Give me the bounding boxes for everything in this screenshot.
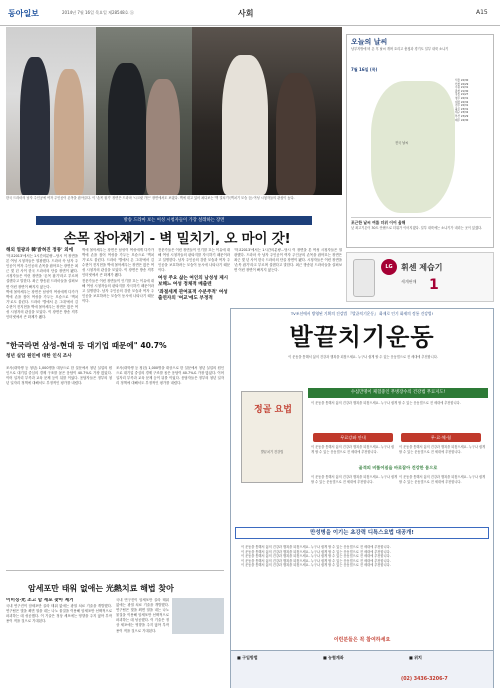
lg-ad-tagline: 휘센 제습기 [401, 263, 443, 272]
article3-col1 [6, 598, 112, 688]
section-title: 사회 [238, 9, 254, 18]
city-row: 수원 21/31 [455, 86, 469, 90]
lg-dehumidifier-ad [346, 252, 494, 302]
article2-title: "한국라면 삼성-현대 등 대기업 때문에" 40.7% [6, 341, 167, 350]
map-label: 전국 날씨 [395, 141, 409, 145]
article2-col1 [6, 366, 112, 466]
ad-foot-mid: ■ 농협계좌 [323, 655, 344, 660]
city-row: 인천 22/29 [455, 82, 469, 86]
article1-col3-subhead-2: '좌절세계 관여표적 수분주적' 여성 출연자의 '여교'에도 부정적 [158, 290, 228, 302]
main-headline: 손목 잡아채기 - 벽 밀치기, 오 마이 갓! [63, 231, 291, 247]
drama-photo-strip [6, 27, 342, 195]
ad-body-3: 이 운동을 통해서 삶의 건강과 행복을 되찾으세요. 누구나 쉽게 할 수 있는 운동법으로 전 세대에 추천합니다. [399, 445, 486, 454]
weather-subtitle: 남부지방에 비 온 후 날씨 개며 흐리고 충청과 경기도 일부 내륙 소나기 [351, 47, 449, 51]
masthead [0, 0, 500, 26]
ad-foot-right: ■ 위치 [409, 655, 422, 660]
article3-subtitle: 이미징·光 조고 암 세포 찾아 제거 [6, 598, 74, 603]
weather-box [346, 34, 494, 248]
ad-phone-number[interactable]: (02) 3436-3206-7 [401, 677, 448, 682]
book-title: 정골 요법 [254, 405, 292, 415]
article2-body: 조사(대학생 등 청년) 1,000명을 대상으로 한 설문에서 청년 실업의 원인으로 대기업 중심의 경제 구조를 꼽은 응답이 40.7%로 가장 많았다. 이어 일자리 부족과 교육 문제 등이 뒤를 이었다. 응답자들은 정부의 청년 일자리 정책에 대해서도 부정적인 평가를 내렸다. [6, 366, 112, 386]
ad-body-4: 이 운동을 통해서 삶의 건강과 행복을 되찾으세요. 누구나 쉽게 할 수 있는 운동법으로 전 세대에 추천합니다. [311, 475, 398, 484]
article2-body-2: 조사(대학생 등 청년) 1,000명을 대상으로 한 설문에서 청년 실업의 원인으로 대기업 중심의 경제 구조를 꼽은 응답이 40.7%로 가장 많았다. 이어 일자리 부족과 교육 문제 등이 뒤를 이었다. 응답자들은 정부의 청년 일자리 정책에 대해서도 부정적인 평가를 내렸다. [116, 366, 224, 386]
ad-body-6: 이 운동을 통해서 삶의 건강과 행복을 되찾으세요. 누구나 쉽게 할 수 있는 운동법으로 전 세대에 추천합니다. 이 운동을 통해서 삶의 건강과 행복을 되찾으세요. 누구나 쉽게 할 수 있는 운동법으로 전 세대에 추천합니다. 이 운동을 통해서 삶의 건강과 행복을 되찾으세요. 누구나 쉽게 할 수 있는 운동법으로 전 세대에 추천합니다. 이 운동을 통해서 삶의 건강과 행복을 되찾으세요. 누구나 쉽게 할 수 있는 운동법으로 전 세대에 추천합니다. 이 운동을 통해서 삶의 건강과 행복을 되찾으세요. 누구나 쉽게 할 수 있는 운동법으로 전 세대에 추천합니다. [241, 545, 391, 568]
ad-body-2: 이 운동을 통해서 삶의 건강과 행복을 되찾으세요. 누구나 쉽게 할 수 있는 운동법으로 전 세대에 추천합니다. [311, 445, 395, 454]
article1-col2-text: 벽에 몰아세우는 장면은 남성이 여성에게 다가가 벽에 손을 짚어 여성을 가두는 모습으로 '벽치기'로도 불린다. 드라마 '별에서 온 그대'에서 김수현이 전지현을 벽에 몰아세우는 장면은 많은 여성 시청자의 관심을 모았다. 이 장면은 방송 직후 인터넷에서 큰 화제가 됐다. [82, 248, 154, 278]
city-row: 서울 22/30 [455, 79, 469, 82]
article1-col4-text: '학교2013'에서는 1시간의분량…당시 이 장면을 본 여성 시청자들은 열광했다. 드라마 속 남자 주인공이 여자 주인공의 손목을 잡아끄는 장면은 최근 몇 년 사이 한국 드라마의 단골 장면이 됐다. 시청자들은 이런 장면을 '손목 잡기'라고 부르며 설렌다고 말한다. 최근 방송된 드라마들을 살펴보면 이런 장면이 빠지지 않는다. [234, 248, 342, 273]
article2-col2 [116, 366, 224, 466]
article1-col2 [82, 248, 154, 340]
article3-title: 암세포만 태워 없애는 光熱치료 해법 찾아 [28, 584, 174, 593]
ad-header [231, 309, 493, 351]
health-ad [230, 308, 494, 688]
article3-body: 국내 연구진이 암세포만 골라 태워 없애는 광열 치료 기술을 개발했다. 연구팀은 빛을 쬐면 열을 내는 나노 물질을 이용해 암세포만 선택적으로 파괴하는 데 성공했다. 이 기술은 정상 세포에는 영향을 주지 않아 부작용이 적을 것으로 기대된다. [6, 604, 112, 624]
ad-footer [231, 650, 493, 688]
ad-body-5: 이 운동을 통해서 삶의 건강과 행복을 되찾으세요. 누구나 쉽게 할 수 있는 운동법으로 전 세대에 추천합니다. [399, 475, 486, 484]
lg-ad-sub: 세계판매 [401, 279, 417, 284]
newspaper-logo: 동아일보 [8, 9, 39, 18]
lg-logo: LG [381, 259, 397, 275]
divider [6, 570, 224, 571]
article1-col1-text: '학교2013'에서는 1시간의분량…당시 이 장면을 본 여성 시청자들은 열광했다. 드라마 속 남자 주인공이 여자 주인공의 손목을 잡아끄는 장면은 최근 몇 년 사이 한국 드라마의 단골 장면이 됐다. 시청자들은 이런 장면을 '손목 잡기'라고 부르며 설렌다고 말한다. 최근 방송된 드라마들을 살펴보면 이런 장면이 빠지지 않는다. [6, 254, 78, 289]
article3-col2 [116, 598, 224, 688]
article1-col3 [158, 248, 230, 340]
weather-title: 오늘의 날씨 [351, 38, 388, 46]
city-row: 부산 23/29 [455, 114, 469, 118]
issue-date: 2014년 7월 16일 목요일 제28548호 ⓐ [62, 10, 134, 15]
ad-top-line: TV조선에서 방영된 기획의 건강법 『발끝치기운동』 화제로 인기 화제의 정통 건강법! [290, 311, 434, 316]
article3-body-2: 국내 연구진이 암세포만 골라 태워 없애는 광열 치료 기술을 개발했다. 연구팀은 빛을 쬐면 열을 내는 나노 물질을 이용해 암세포만 선택적으로 파괴하는 데 성공했다. 이 기술은 정상 세포에는 영향을 주지 않아 부작용이 적을 것으로 기대된다. [116, 598, 169, 633]
weather-note [351, 217, 491, 245]
city-temperature-list [455, 79, 491, 122]
ad-green-line: 골격의 비뚤어짐을 바로잡아 건강한 몸으로 [358, 465, 438, 470]
dehumidifier-image [353, 259, 375, 297]
ad-green-banner: 수십만명이 체험중인 무병장수의 건강법 무료지도! [308, 388, 488, 398]
ad-intro: 이 운동을 통해서 삶의 건강과 행복을 되찾으세요. 누구나 쉽게 할 수 있는 운동법으로 전 세대에 추천합니다. [288, 355, 438, 359]
book-cover [241, 391, 303, 483]
free-lecture-button[interactable]: 무료강좌 안내 [313, 433, 393, 442]
article1-col1-text-2: 벽에 몰아세우는 장면은 남성이 여성에게 다가가 벽에 손을 짚어 여성을 가두는 모습으로 '벽치기'로도 불린다. 드라마 '별에서 온 그대'에서 김수현이 전지현을 벽에 몰아세우는 장면은 많은 여성 시청자의 관심을 모았다. 이 장면은 방송 직후 인터넷에서 큰 화제가 됐다. [6, 289, 78, 320]
drama-photo-1 [6, 27, 96, 195]
article2 [6, 340, 224, 360]
ad-red-line: 이런분들은 꼭 참여하세요 [333, 637, 391, 643]
article1-col3-subhead: 여성 주요 삶는 여인의 남성성 제시 보해느 여성 정체적 메출덴 [158, 276, 229, 288]
page-number: A15 [476, 9, 488, 16]
city-row: 전주 22/31 [455, 104, 469, 108]
lg-ad-big: 1 [429, 277, 439, 293]
ad-blue-head: 만성병을 이기는 초강력 디톡스요법 대공개! [235, 527, 489, 539]
city-row: 대전 22/32 [455, 100, 469, 104]
article1-col2-text-2: 전문가들은 이런 장면들이 인기를 끄는 이유에 대해 여성 시청자들의 판타지를 자극하기 때문이라고 설명한다. 남자 주인공의 강한 모습과 여자 주인공을 보호하려는 모습이 동시에 나타나기 때문이다. [82, 278, 154, 303]
sub-headline-banner: 방송 드라마 보는 여성 시청자들이 가장 설레하는 장면 [36, 216, 312, 225]
article1-col1 [6, 248, 78, 320]
city-row: 청주 22/31 [455, 96, 469, 100]
ad-foot-left: ■ 구입방법 [237, 655, 258, 660]
city-row: 강릉 21/27 [455, 93, 469, 97]
ad-title: 발끝치기운동 [289, 323, 435, 351]
weather-note-title: 포근한 날씨 여름 더위 이어 올해 [351, 220, 406, 225]
city-row: 춘천 21/30 [455, 89, 469, 93]
city-row: 광주 23/31 [455, 107, 469, 111]
article1-subhead: 해외 열광과 韓'밝혀진 정통' 외에 [6, 248, 74, 253]
city-row: 대구 23/32 [455, 111, 469, 115]
drama-photo-2 [96, 27, 192, 195]
article1-col4 [234, 248, 342, 304]
article3-photo [172, 598, 224, 634]
korea-weather-map [371, 81, 455, 213]
free-trial-button[interactable]: 무·료·체·험 [401, 433, 481, 442]
book-subtitle: 발끝치기 건강법 [260, 450, 284, 454]
article2-subtitle: 청년 실업 원인에 대한 인식 조사 [6, 354, 72, 359]
weather-note-body: 낮 최고기온이 30도 안팎으로 더위가 이어지겠다. 일부 내륙에는 소나기가 내리는 곳이 있겠다. [351, 226, 483, 230]
city-row: 제주 24/30 [455, 118, 469, 122]
drama-photo-3 [192, 27, 342, 195]
ad-body-1: 이 운동을 통해서 삶의 건강과 행복을 되찾으세요. 누구나 쉽게 할 수 있는 운동법으로 전 세대에 추천합니다. [311, 401, 461, 405]
weather-date: 7월 16일 (목) [351, 67, 378, 72]
photo-caption: 한국 드라마의 남자 주인공에 여자 주인공이 손목을 잡아끌다. 이 '손목 잡기' 장면은 드라마 '시크릿 가든' 장면에서도 보였다. 벽에 대고 있어 쳐다보는 '벽 밀치기'(벽치기 모습 등) 여성 시청자들의 관심이 높다. [6, 196, 295, 200]
article1-col3-text: 전문가들은 이런 장면들이 인기를 끄는 이유에 대해 여성 시청자들의 판타지를 자극하기 때문이라고 설명한다. 남자 주인공의 강한 모습과 여자 주인공을 보호하려는 모습이 동시에 나타나기 때문이다. [158, 248, 230, 273]
